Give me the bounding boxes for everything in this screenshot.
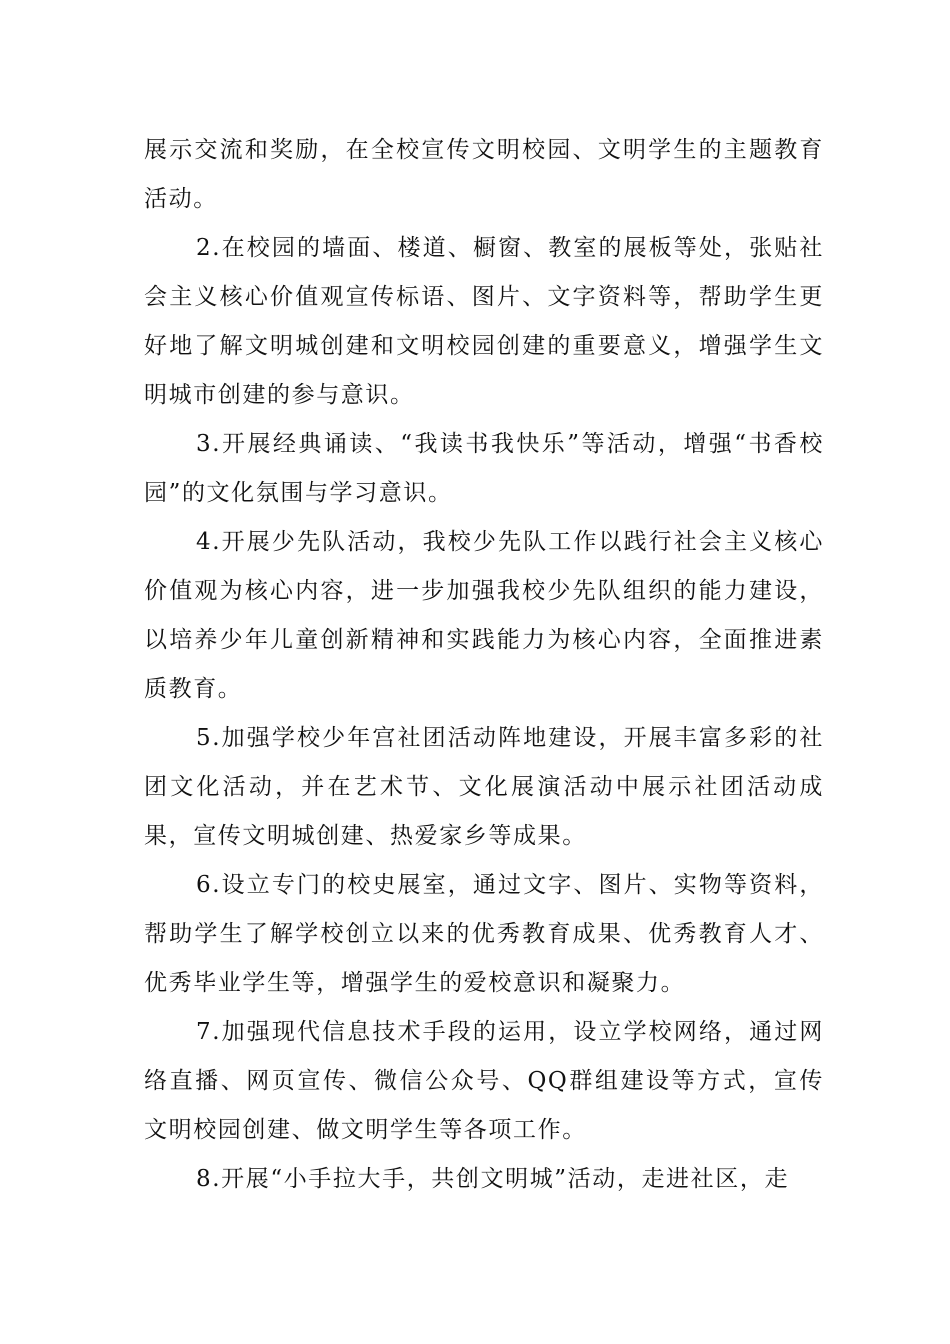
paragraph-item-6: 6.设立专门的校史展室，通过文字、图片、实物等资料，帮助学生了解学校创立以来的优秀教育成果、优秀教育人才、优秀毕业学生等，增强学生的爱校意识和凝聚力。 [144, 872, 824, 996]
paragraph-item-2: 2.在校园的墙面、楼道、橱窗、教室的展板等处，张贴社会主义核心价值观宣传标语、图片、文字资料等，帮助学生更好地了解文明城创建和文明校园创建的重要意义，增强学生文明城市创建的参与意识。 [144, 235, 824, 408]
paragraph-continuation: 展示交流和奖励，在全校宣传文明校园、文明学生的主题教育活动。 [144, 137, 824, 212]
paragraph-item-3: 3.开展经典诵读、“我读书我快乐”等活动，增强“书香校园”的文化氛围与学习意识。 [144, 431, 824, 506]
paragraph-item-4: 4.开展少先队活动，我校少先队工作以践行社会主义核心价值观为核心内容，进一步加强我校少先队组织的能力建设，以培养少年儿童创新精神和实践能力为核心内容，全面推进素质教育。 [144, 529, 824, 702]
document-body [144, 126, 824, 1204]
paragraph-item-7: 7.加强现代信息技术手段的运用，设立学校网络，通过网络直播、网页宣传、微信公众号、QQ群组建设等方式，宣传文明校园创建、做文明学生等各项工作。 [144, 1019, 824, 1143]
paragraph-item-8: 8.开展“小手拉大手，共创文明城”活动，走进社区，走 [196, 1166, 790, 1192]
paragraph-item-5: 5.加强学校少年宫社团活动阵地建设，开展丰富多彩的社团文化活动，并在艺术节、文化展演活动中展示社团活动成果，宣传文明城创建、热爱家乡等成果。 [144, 725, 824, 849]
